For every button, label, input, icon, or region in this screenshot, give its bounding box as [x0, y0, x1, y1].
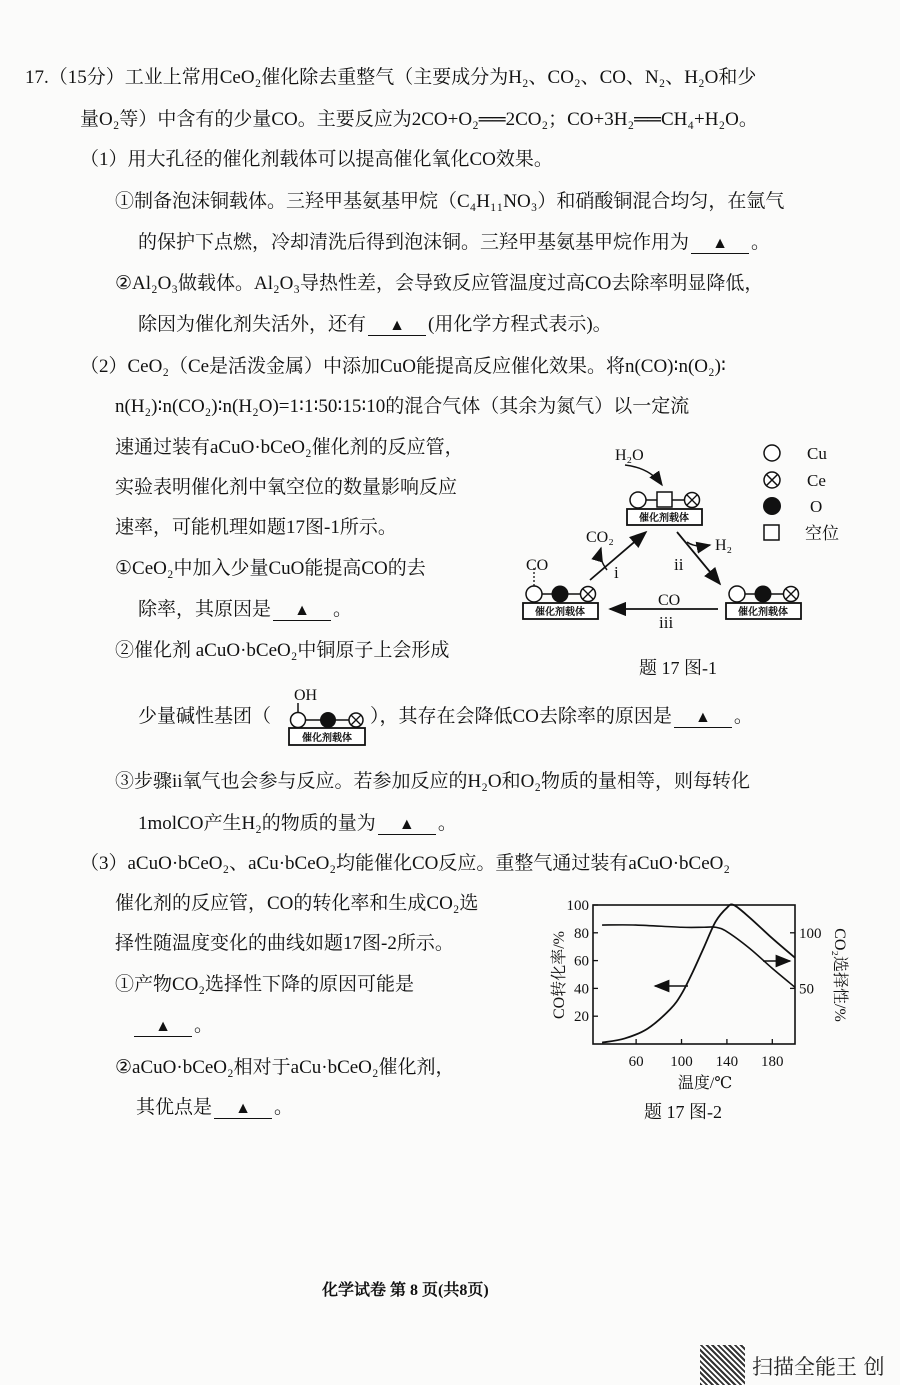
legend-vacancy-icon [764, 525, 779, 540]
h2-label: H₂ [715, 537, 733, 554]
x-tick-label: 180 [761, 1054, 784, 1070]
part-2-cont: 实验表明催化剂中氧空位的数量影响反应 [115, 477, 458, 498]
part-2-heading: （2）CeO₂（Ce是活泼金属）中添加CuO能提高反应催化效果。将n(CO)∶n(O₂)∶ [80, 356, 726, 377]
catalyst-oxygen-state [726, 586, 801, 620]
legend-o-label: O [810, 497, 823, 516]
h2o-arrow [625, 465, 662, 485]
support-label: 催化剂载体 [302, 733, 352, 744]
y-right-axis-label: CO₂选择性/% [831, 928, 848, 1022]
y-tick-label: 60 [574, 953, 589, 970]
h2o-label: H₂O [615, 447, 644, 464]
text: 除因为催化剂失活外，还有 [138, 314, 367, 335]
text: ），其存在会降低CO去除率的原因是 [370, 706, 672, 727]
answer-blank: ▲ [368, 317, 426, 336]
legend-cu-label: Cu [807, 444, 827, 463]
part-1-q2-cont [138, 313, 612, 337]
part-1-q2: ②Al₂O₃做载体。Al₂O₃导热性差，会导致反应管温度过高CO去除率明显降低， [115, 273, 764, 294]
x-axis-label: 温度/℃ [677, 1075, 733, 1092]
part-3-q1: ①产物CO₂选择性下降的原因可能是 [115, 974, 415, 995]
answer-blank: ▲ [691, 235, 749, 254]
svg-text:催化剂载体: 催化剂载体 [535, 607, 585, 618]
part-2-q1: ①CeO₂中加入少量CuO能提高CO的去 [115, 558, 426, 579]
page-footer: 化学试卷 第 8 页(共8页) [322, 1282, 489, 1299]
step-iii-label: iii [659, 613, 674, 632]
co-arrow-label: CO [658, 592, 681, 609]
answer-blank: ▲ [674, 709, 732, 728]
y-right-tick-label: 100 [799, 925, 822, 942]
part-2-cont: n(H₂)∶n(CO₂)∶n(H₂O)=1∶1∶50∶15∶10的混合气体（其余为氮气）以一定流 [115, 396, 690, 417]
part-3-q2: ②aCuO·bCeO₂相对于aCu·bCeO₂催化剂， [115, 1057, 455, 1078]
step-ii-label: ii [674, 555, 684, 574]
legend-vacancy-label: 空位 [805, 524, 839, 543]
y-tick-label: 20 [574, 1009, 589, 1026]
figure-1-caption: 题 17 图-1 [639, 658, 717, 678]
oh-group-diagram [280, 682, 370, 748]
part-3-cont: 催化剂的反应管，CO的转化率和生成CO₂选 [115, 893, 479, 914]
part-2-cont: 速通过装有aCuO·bCeO₂催化剂的反应管， [115, 437, 464, 458]
svg-text:催化剂载体: 催化剂载体 [738, 607, 788, 618]
part-2-q2-cont-a: 少量碱性基团（ [138, 706, 272, 727]
svg-text:催化剂载体: 催化剂载体 [639, 513, 689, 524]
part-2-q3-cont [138, 812, 457, 836]
y-tick-label: 80 [574, 925, 589, 942]
part-3-cont: 择性随温度变化的曲线如题17图-2所示。 [115, 933, 454, 954]
part-2-q2-cont-b [370, 705, 753, 729]
oh-label: OH [294, 687, 318, 704]
plot-frame [593, 905, 795, 1044]
cu-atom [291, 713, 306, 728]
answer-blank: ▲ [378, 816, 436, 835]
legend-ce-label: Ce [807, 471, 826, 490]
part-1-q1-cont [138, 231, 770, 255]
text: 的保护下点燃，冷却清洗后得到泡沫铜。三羟甲基氨基甲烷作用为 [138, 232, 690, 253]
y-right-tick-label: 50 [799, 981, 814, 998]
qr-code-icon [700, 1345, 745, 1385]
text: 。 [437, 813, 457, 834]
part-1-heading: （1）用大孔径的催化剂载体可以提高催化氧化CO效果。 [80, 149, 553, 170]
part-2-q3: ③步骤ii氧气也会参与反应。若参加反应的H₂O和O₂物质的量相等，则每转化 [115, 771, 750, 792]
y-tick-label: 100 [566, 898, 589, 914]
text: 。 [274, 1097, 294, 1118]
y-axis-label: CO转化率/% [551, 930, 568, 1020]
part-1-q1: ①制备泡沫铜载体。三羟甲基氨基甲烷（C₄H₁₁NO₃）和硝酸铜混合均匀，在氩气 [115, 191, 785, 212]
legend-cu-icon [764, 445, 780, 461]
text: 。 [733, 706, 753, 727]
text: 。 [333, 599, 353, 620]
text: (用化学方程式表示)。 [428, 314, 612, 335]
part-2-cont: 速率，可能机理如题17图-1所示。 [115, 517, 397, 538]
part-3-q2-cont [136, 1096, 293, 1120]
catalyst-vacancy-state [627, 492, 702, 525]
x-tick-label: 60 [628, 1054, 644, 1070]
x-tick-label: 100 [670, 1054, 693, 1070]
mechanism-figure [500, 430, 900, 690]
conversion-selectivity-chart [530, 880, 860, 1130]
co2-selectivity-line [602, 925, 795, 987]
x-tick-label: 140 [715, 1054, 739, 1070]
question-stem-cont: 量O₂等）中含有的少量CO。主要反应为2CO+O₂══2CO₂；CO+3H₂══CH₄+H₂O。 [80, 109, 758, 130]
co2-label: CO₂ [586, 529, 614, 546]
co-adsorbed-label: CO [526, 557, 549, 574]
o-atom [320, 712, 336, 728]
answer-blank: ▲ [214, 1100, 272, 1119]
answer-blank: ▲ [134, 1018, 192, 1037]
text: 1molCO产生H₂的物质的量为 [138, 813, 376, 834]
text: 除率，其原因是 [138, 599, 272, 620]
h2-release-arrow [687, 542, 710, 546]
text: 。 [751, 232, 771, 253]
text: 其优点是 [136, 1097, 213, 1118]
text: 。 [194, 1015, 214, 1036]
legend-o-icon [763, 497, 781, 515]
question-17-stem: 17.（15分）工业上常用CeO₂催化除去重整气（主要成分为H₂、CO₂、CO、N₂、H₂O和少 [25, 67, 757, 88]
answer-blank: ▲ [273, 602, 331, 621]
step-i-label: i [614, 563, 619, 582]
part-2-q2: ②催化剂 aCuO·bCeO₂中铜原子上会形成 [115, 640, 450, 661]
scanner-watermark: 扫描全能王 创 [752, 1355, 885, 1379]
part-3-q1-cont [132, 1014, 213, 1038]
y-tick-label: 40 [574, 981, 589, 998]
figure-2-caption: 题 17 图-2 [644, 1102, 722, 1122]
part-2-q1-cont [138, 598, 352, 622]
part-3-heading: （3）aCuO·bCeO₂、aCu·bCeO₂均能催化CO反应。重整气通过装有aCuO·bCeO₂ [80, 853, 730, 874]
